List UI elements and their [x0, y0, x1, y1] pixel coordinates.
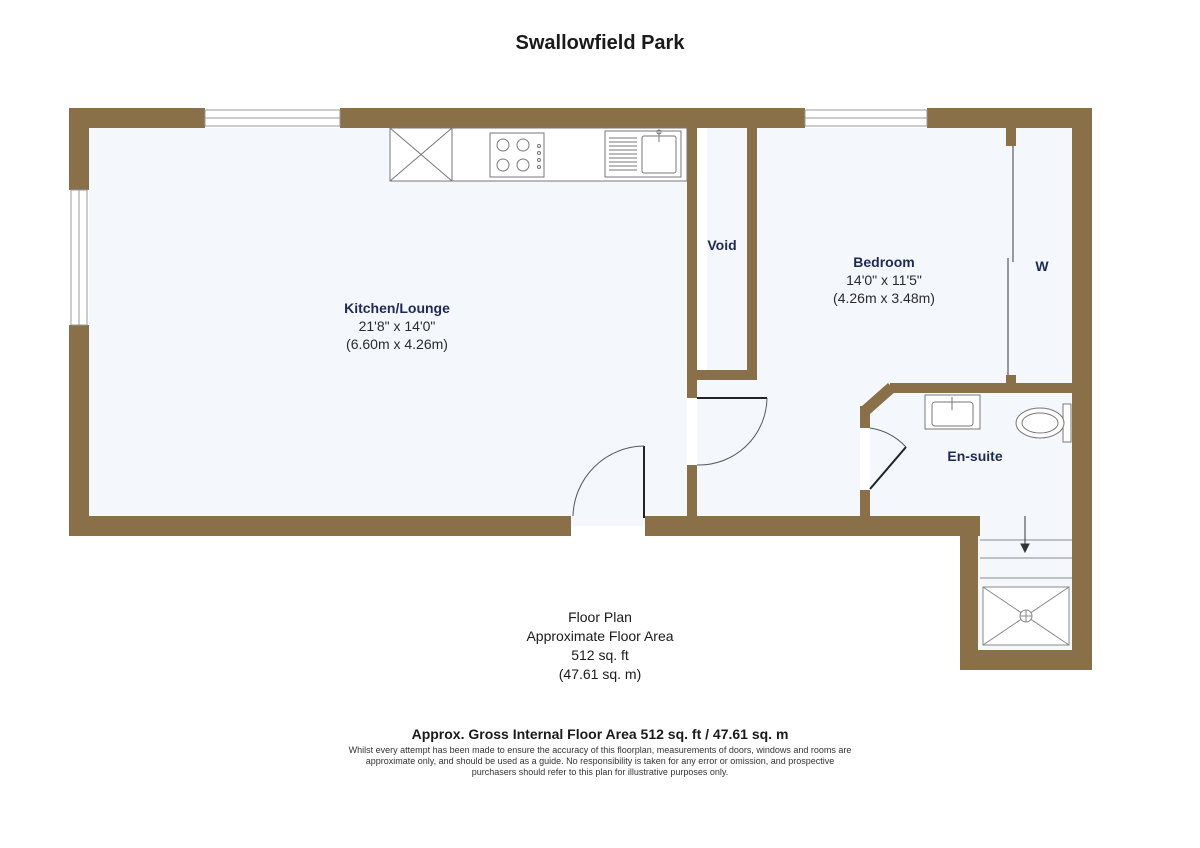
floor-area-summary [0, 608, 1200, 684]
summary-line-4: (47.61 sq. m) [558, 666, 642, 682]
wall-hall-left [687, 465, 697, 520]
page-title: Swallowfield Park [515, 32, 685, 54]
kitchen-name: Kitchen/Lounge [344, 300, 450, 316]
wall-ensuite-left-bottom [860, 490, 870, 520]
kitchen-dim-imperial: 21'8" x 14'0" [358, 318, 436, 334]
wall-ensuite-left-top [860, 406, 870, 428]
wardrobe-name: W [1035, 258, 1049, 274]
wall-left-2 [69, 325, 89, 536]
wall-left-1 [69, 108, 89, 190]
hall-floor [697, 380, 860, 516]
wall-top-2 [340, 108, 805, 128]
ensuite-name: En-suite [947, 448, 1003, 464]
summary-line-1: Floor Plan [568, 609, 632, 625]
kitchen-units [390, 128, 687, 181]
wall-void-right [747, 128, 757, 380]
footer-disclaimer-1: Whilst every attempt has been made to ensure the accuracy of this floorplan, measurements of doors, windows and rooms are [348, 745, 852, 755]
wall-void-left [687, 128, 697, 398]
summary-line-2: Approximate Floor Area [526, 628, 674, 644]
footer-disclaimer-3: purchasers should refer to this plan for illustrative purposes only. [471, 767, 729, 777]
wall-right [1072, 108, 1092, 670]
wall-top-1 [69, 108, 205, 128]
footer-disclaimer-2: approximate only, and should be used as a guide. No responsibility is taken for any error or omission, and prospective [365, 756, 835, 766]
bedroom-name: Bedroom [853, 254, 915, 270]
entrance-floor [571, 516, 645, 526]
wall-ensuite-top [890, 383, 1072, 393]
kitchen-dim-metric: (6.60m x 4.26m) [346, 336, 448, 352]
bedroom-dim-metric: (4.26m x 3.48m) [833, 290, 935, 306]
wall-wardrobe-top [1006, 128, 1016, 146]
footer [300, 726, 900, 778]
footer-heading: Approx. Gross Internal Floor Area 512 sq. ft / 47.61 sq. m [411, 726, 789, 742]
wall-top-3 [927, 108, 1092, 128]
wall-void-bottom [697, 370, 757, 380]
wall-bottom-1 [69, 516, 571, 536]
void-name: Void [707, 237, 737, 253]
summary-line-3: 512 sq. ft [571, 647, 629, 663]
bedroom-dim-imperial: 14'0" x 11'5" [846, 272, 922, 288]
